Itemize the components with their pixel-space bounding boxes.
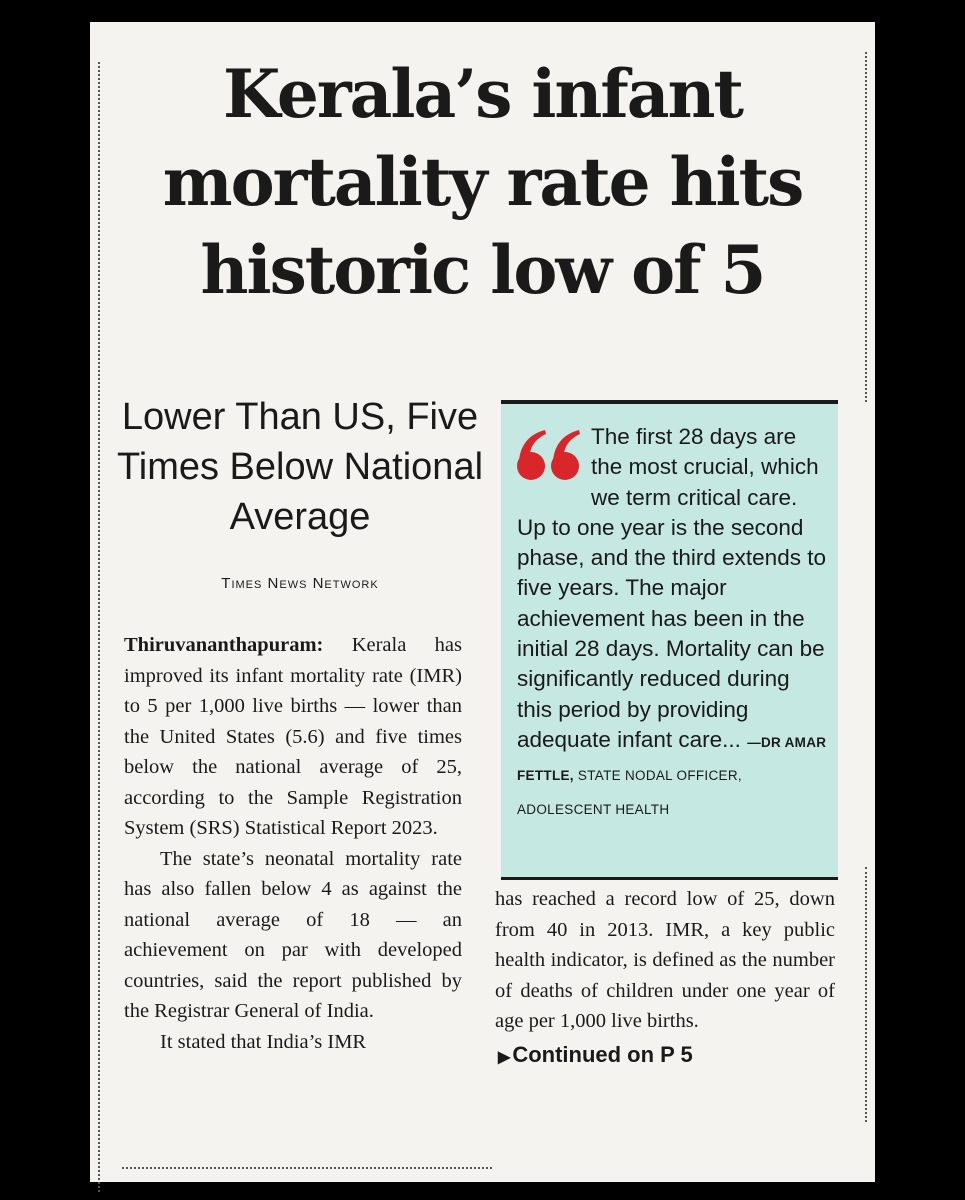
subheadline: Lower Than US, Five Times Below National Average bbox=[116, 396, 484, 538]
dateline: Thiruvananthapuram: bbox=[124, 634, 324, 656]
dotted-cut-line-left bbox=[98, 62, 100, 1192]
article-paragraph: The state’s neonatal mortality rate has also fallen below 4 as against the national average of 18 — an achievement on par with developed countries, said the report published by the Registrar General of India. bbox=[124, 847, 462, 1022]
headline: Kerala’s infant mortality rate hits historic low of 5 bbox=[162, 55, 803, 309]
article-paragraph: has reached a record low of 25, down from 40 in 2013. IMR, a key public health indicator, is defined as the number of deaths of children under one year of age per 1,000 live births. bbox=[495, 888, 835, 1032]
article-paragraph: It stated that India’s IMR bbox=[160, 1030, 367, 1053]
article-paragraph bbox=[124, 630, 462, 844]
dotted-cut-line-right-lower bbox=[865, 867, 867, 1122]
byline: Times News Network bbox=[221, 575, 379, 592]
continued-link[interactable] bbox=[498, 1042, 693, 1068]
article-body-right-column bbox=[495, 884, 835, 1037]
attribution-name: —DR AMAR FETTLE, bbox=[517, 734, 827, 784]
play-arrow-icon: ▶ bbox=[498, 1049, 511, 1066]
paragraph-text: Kerala has improved its infant mortality rate (IMR) to 5 per 1,000 live births — lower than the United States (5.6) and five times below the national average of 25, according to the Sample Registration System (SRS) Statistical Report 2023. bbox=[124, 634, 462, 839]
dotted-cut-line-bottom bbox=[122, 1167, 492, 1169]
continued-label: Continued on P 5 bbox=[512, 1042, 693, 1067]
attribution-title: STATE NODAL OFFICER, ADOLESCENT HEALTH bbox=[517, 768, 742, 817]
article-body-left-column bbox=[124, 630, 462, 1057]
quote-icon bbox=[515, 428, 585, 484]
pull-quote-box bbox=[501, 400, 838, 880]
newspaper-clipping bbox=[90, 22, 875, 1182]
quote-text: The first 28 days are the most crucial, which we term critical care. Up to one year is the second phase, and the third extends to five years. The major achievement has been in the initial 28 days. Mortality can be significantly reduced during this period by providing adequate infant care... bbox=[517, 424, 826, 752]
dotted-cut-line-right bbox=[865, 52, 867, 402]
